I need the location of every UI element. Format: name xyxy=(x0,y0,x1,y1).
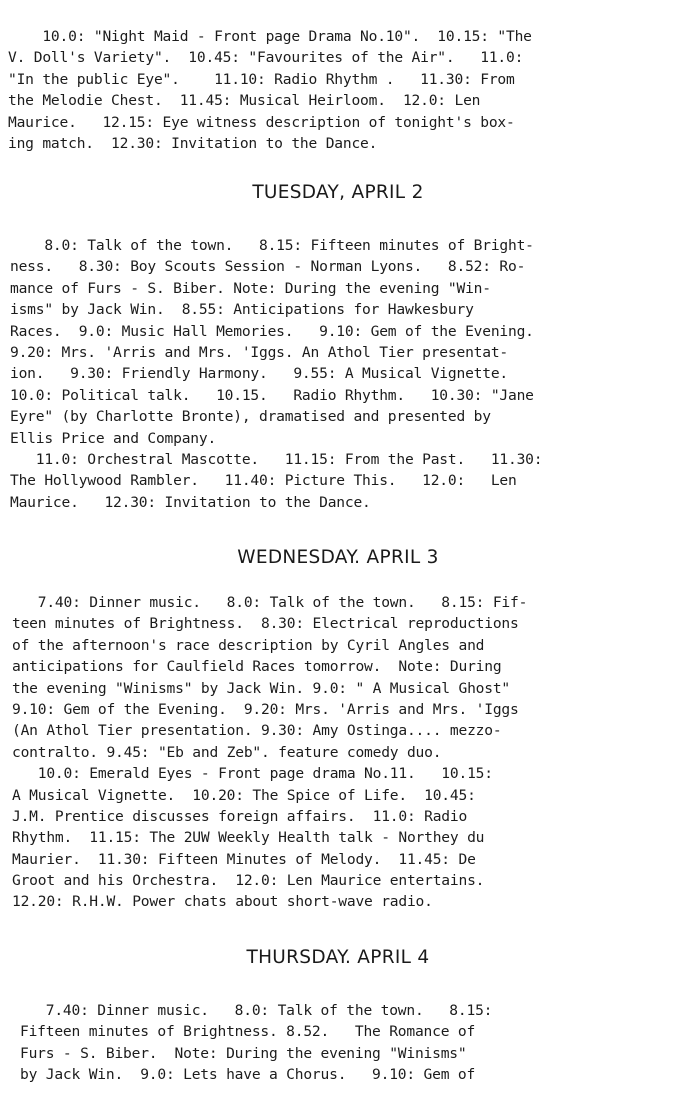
thursday-heading: THURSDAY. APRIL 4 xyxy=(246,947,430,968)
text-line: 8.0: Talk of the town. 8.15: Fifteen minutes of Bright- xyxy=(10,237,534,254)
text-line: Maurice. 12.30: Invitation to the Dance. xyxy=(10,493,371,511)
wednesday-schedule xyxy=(12,592,676,913)
text-line: A Musical Vignette. 10.20: The Spice of Life. 10.45: xyxy=(12,786,476,804)
text-line: 9.10: Gem of the Evening. 9.20: Mrs. 'Arris and Mrs. 'Iggs xyxy=(12,700,519,718)
text-line: the Melodie Chest. 11.45: Musical Heirloom. 12.0: Len xyxy=(8,92,481,110)
text-line: ing match. 12.30: Invitation to the Dance. xyxy=(8,134,378,152)
text-line: Maurice. 12.15: Eye witness description of tonight's box- xyxy=(8,113,515,131)
text-line: Fifteen minutes of Brightness. 8.52. The Romance of xyxy=(20,1023,476,1041)
text-line: contralto. 9.45: "Eb and Zeb". feature comedy duo. xyxy=(12,743,442,761)
text-line: 7.40: Dinner music. 8.0: Talk of the town. 8.15: xyxy=(20,1002,493,1019)
text-line: ness. 8.30: Boy Scouts Session - Norman Lyons. 8.52: Ro- xyxy=(10,258,526,276)
text-line: Maurier. 11.30: Fifteen Minutes of Melody. 11.45: De xyxy=(12,850,476,868)
text-line: Races. 9.0: Music Hall Memories. 9.10: Gem of the Evening. xyxy=(10,322,534,340)
text-line: 11.0: Orchestral Mascotte. 11.15: From the Past. 11.30: xyxy=(10,450,543,468)
text-line: mance of Furs - S. Biber. Note: During the evening "Win- xyxy=(10,279,491,297)
text-line: 10.0: Political talk. 10.15. Radio Rhythm. 10.30: "Jane xyxy=(10,386,534,404)
text-line: 9.20: Mrs. 'Arris and Mrs. 'Iggs. An Athol Tier presentat- xyxy=(10,343,508,361)
tuesday-schedule xyxy=(10,235,676,513)
text-line: Eyre" (by Charlotte Bronte), dramatised and presented by xyxy=(10,408,491,426)
text-line: teen minutes of Brightness. 8.30: Electrical reproductions xyxy=(12,615,519,633)
text-line: ion. 9.30: Friendly Harmony. 9.55: A Musical Vignette. xyxy=(10,365,508,383)
text-line: Ellis Price and Company. xyxy=(10,429,217,447)
text-line: 10.0: "Night Maid - Front page Drama No.10". 10.15: "The xyxy=(8,28,532,45)
text-line: "In the public Eye". 11.10: Radio Rhythm . 11.30: From xyxy=(8,70,515,88)
text-line: 7.40: Dinner music. 8.0: Talk of the town. 8.15: Fif- xyxy=(12,594,528,611)
text-line: anticipations for Caulfield Races tomorrow. Note: During xyxy=(12,658,502,676)
text-line: by Jack Win. 9.0: Lets have a Chorus. 9.10: Gem of xyxy=(20,1066,476,1084)
text-line: Rhythm. 11.15: The 2UW Weekly Health talk - Northey du xyxy=(12,829,485,847)
text-line: The Hollywood Rambler. 11.40: Picture This. 12.0: Len xyxy=(10,472,517,490)
text-line: Furs - S. Biber. Note: During the evening "Winisms" xyxy=(20,1044,467,1062)
intro-paragraph xyxy=(8,26,676,154)
text-line: isms" by Jack Win. 8.55: Anticipations for Hawkesbury xyxy=(10,301,474,319)
text-line: the evening "Winisms" by Jack Win. 9.0: " A Musical Ghost" xyxy=(12,679,510,697)
text-line: V. Doll's Variety". 10.45: "Favourites of the Air". 11.0: xyxy=(8,49,524,67)
text-line: Groot and his Orchestra. 12.0: Len Maurice entertains. xyxy=(12,872,485,890)
text-line: J.M. Prentice discusses foreign affairs. 11.0: Radio xyxy=(12,807,468,825)
text-line: (An Athol Tier presentation. 9.30: Amy Ostinga.... mezzo- xyxy=(12,722,502,740)
text-line: of the afternoon's race description by Cyril Angles and xyxy=(12,636,485,654)
thursday-schedule xyxy=(20,1000,676,1086)
text-line: 12.20: R.H.W. Power chats about short-wave radio. xyxy=(12,893,433,911)
tuesday-heading: TUESDAY, APRIL 2 xyxy=(252,182,424,203)
wednesday-heading: WEDNESDAY. APRIL 3 xyxy=(237,547,439,568)
text-line: 10.0: Emerald Eyes - Front page drama No.11. 10.15: xyxy=(12,765,493,783)
